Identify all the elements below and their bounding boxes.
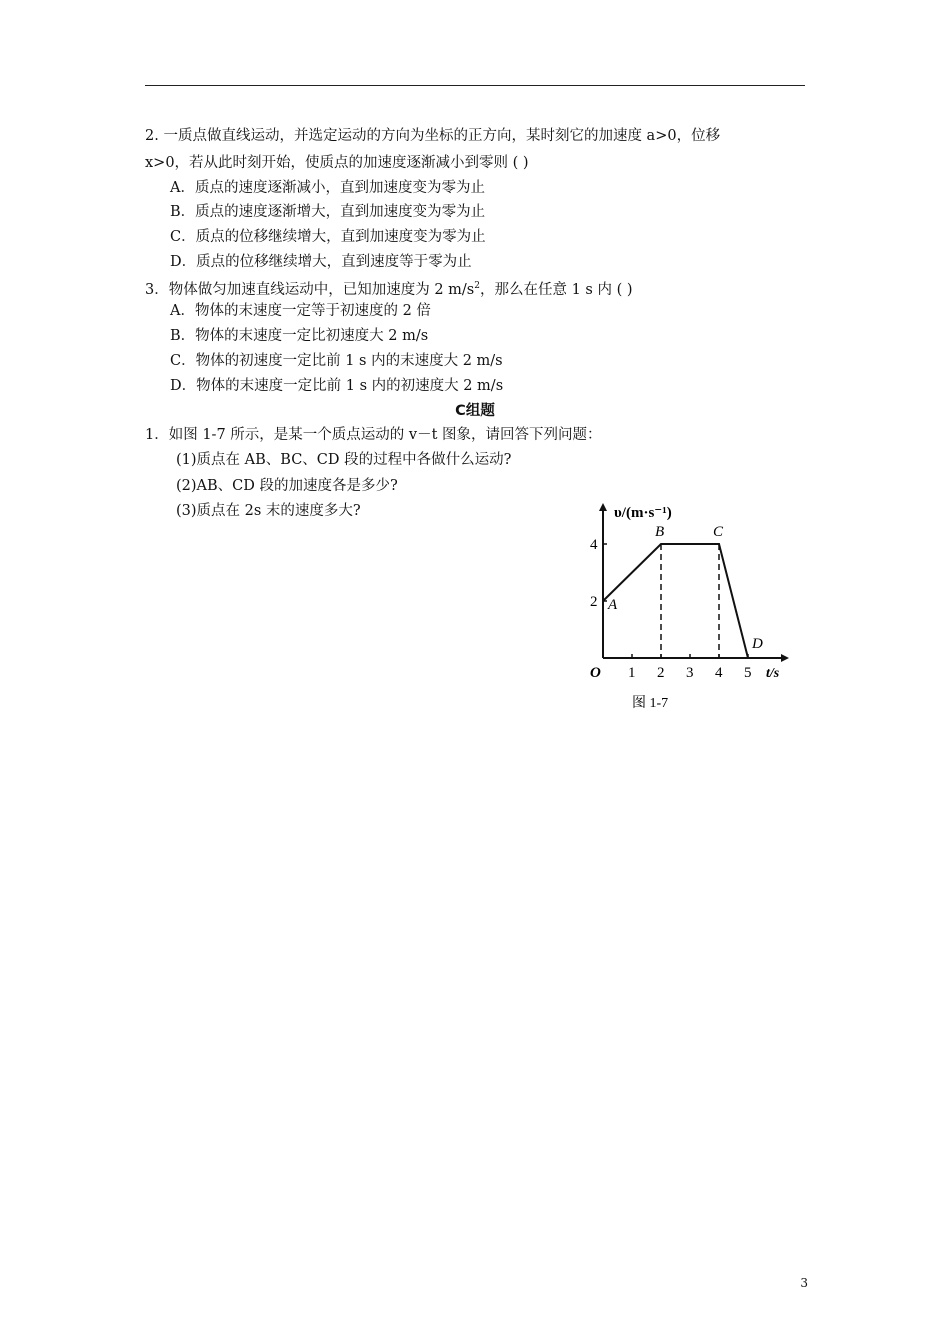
point-label-d: D	[752, 636, 763, 652]
q3-option-a: A．物体的末速度一定等于初速度的 2 倍	[170, 303, 431, 319]
q3-stem-after: ，那么在任意 1 s 内 ( )	[479, 281, 633, 298]
q2-option-a: A．质点的速度逐渐减小，直到加速度变为零为止	[170, 180, 485, 196]
q3-stem-sup: 2	[474, 281, 480, 291]
chart-axes	[590, 503, 789, 681]
point-label-b: B	[655, 524, 665, 540]
q3-option-d: D．物体的末速度一定比前 1 s 内的初速度大 2 m/s	[170, 378, 504, 394]
y-tick-label: 4	[590, 537, 598, 553]
section-c-heading: C组题	[455, 403, 495, 419]
x-tick-label: 5	[744, 665, 752, 681]
q2-stem-line1: 2. 一质点做直线运动，并选定运动的方向为坐标的正方向，某时刻它的加速度 a>0，位移	[145, 128, 721, 144]
point-label-a: A	[608, 597, 618, 613]
x-axis-label: t/s	[766, 666, 780, 681]
chart-marks	[603, 524, 763, 658]
y-axis-label: υ/(m·s⁻¹)	[614, 505, 672, 521]
x-tick-label: 4	[715, 665, 723, 681]
x-tick-label: 1	[628, 665, 636, 681]
series-line	[603, 544, 748, 658]
figure-caption: 图 1-7	[632, 696, 669, 711]
header-rule	[145, 85, 805, 86]
q3-option-c: C．物体的初速度一定比前 1 s 内的末速度大 2 m/s	[170, 353, 503, 369]
q1-sub-3: (3)质点在 2s 末的速度多大?	[176, 503, 361, 519]
y-tick-label: 2	[590, 594, 598, 610]
q2-option-b: B．质点的速度逐渐增大，直到加速度变为零为止	[170, 204, 486, 220]
q1-stem: 1．如图 1-7 所示，是某一个质点运动的 v－t 图象，请回答下列问题：	[145, 427, 602, 443]
x-axis-arrow	[781, 654, 789, 662]
q1-sub-1: (1)质点在 AB、BC、CD 段的过程中各做什么运动?	[176, 452, 512, 468]
x-tick-label: 2	[657, 665, 665, 681]
y-axis-arrow	[599, 503, 607, 511]
point-label-c: C	[713, 524, 724, 540]
q1-sub-2: (2)AB、CD 段的加速度各是多少?	[176, 478, 398, 494]
origin-label: O	[590, 665, 601, 681]
q2-option-d: D．质点的位移继续增大，直到速度等于零为止	[170, 254, 472, 270]
q3-option-b: B．物体的末速度一定比初速度大 2 m/s	[170, 328, 429, 344]
q3-stem	[145, 276, 633, 300]
vt-graph	[578, 495, 798, 720]
q2-option-c: C．质点的位移继续增大，直到加速度变为零为止	[170, 229, 486, 245]
q3-stem-before: 3．物体做匀加速直线运动中，已知加速度为 2 m/s	[145, 281, 475, 298]
page-number: 3	[800, 1276, 808, 1290]
q2-stem-line2: x>0，若从此时刻开始，使质点的加速度逐渐减小到零则 ( )	[145, 155, 529, 171]
x-tick-label: 3	[686, 665, 694, 681]
